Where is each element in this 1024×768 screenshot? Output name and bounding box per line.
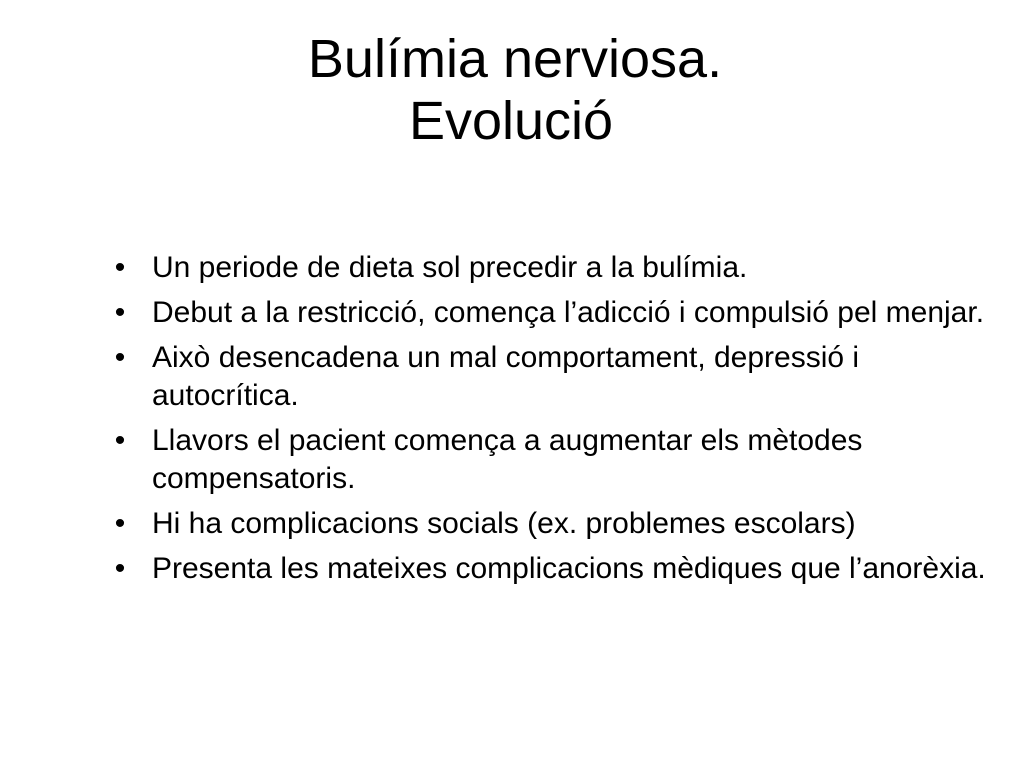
bullet-item	[110, 505, 990, 543]
title-line-2: Evolució	[408, 91, 614, 151]
bullet-text: Hi ha complicacions socials (ex. problemes escolars)	[152, 507, 856, 540]
bullet-icon: •	[114, 296, 126, 329]
bullet-text: Debut a la restricció, comença l’adicció i compulsió pel menjar.	[152, 296, 985, 329]
slide-title	[0, 28, 1024, 152]
bullet-icon: •	[114, 507, 126, 540]
bullet-text: Un periode de dieta sol precedir a la bulímia.	[152, 251, 748, 284]
bullet-icon: •	[114, 251, 126, 284]
bullet-item	[110, 249, 990, 287]
bullet-item	[110, 294, 990, 332]
title-line-1: Bulímia nerviosa.	[307, 29, 723, 89]
bullet-icon: •	[114, 424, 126, 457]
bullet-icon: •	[114, 341, 126, 374]
bullet-icon: •	[114, 552, 126, 585]
bullet-list	[110, 249, 990, 595]
bullet-item	[110, 550, 990, 588]
bullet-text: Llavors el pacient comença a augmentar els mètodes compensatoris.	[152, 424, 863, 495]
bullet-item	[110, 422, 990, 498]
bullet-text: Presenta les mateixes complicacions mèdiques que l’anorèxia.	[152, 552, 986, 585]
bullet-item	[110, 339, 990, 415]
bullet-text: Això desencadena un mal comportament, depressió i autocrítica.	[152, 341, 860, 412]
